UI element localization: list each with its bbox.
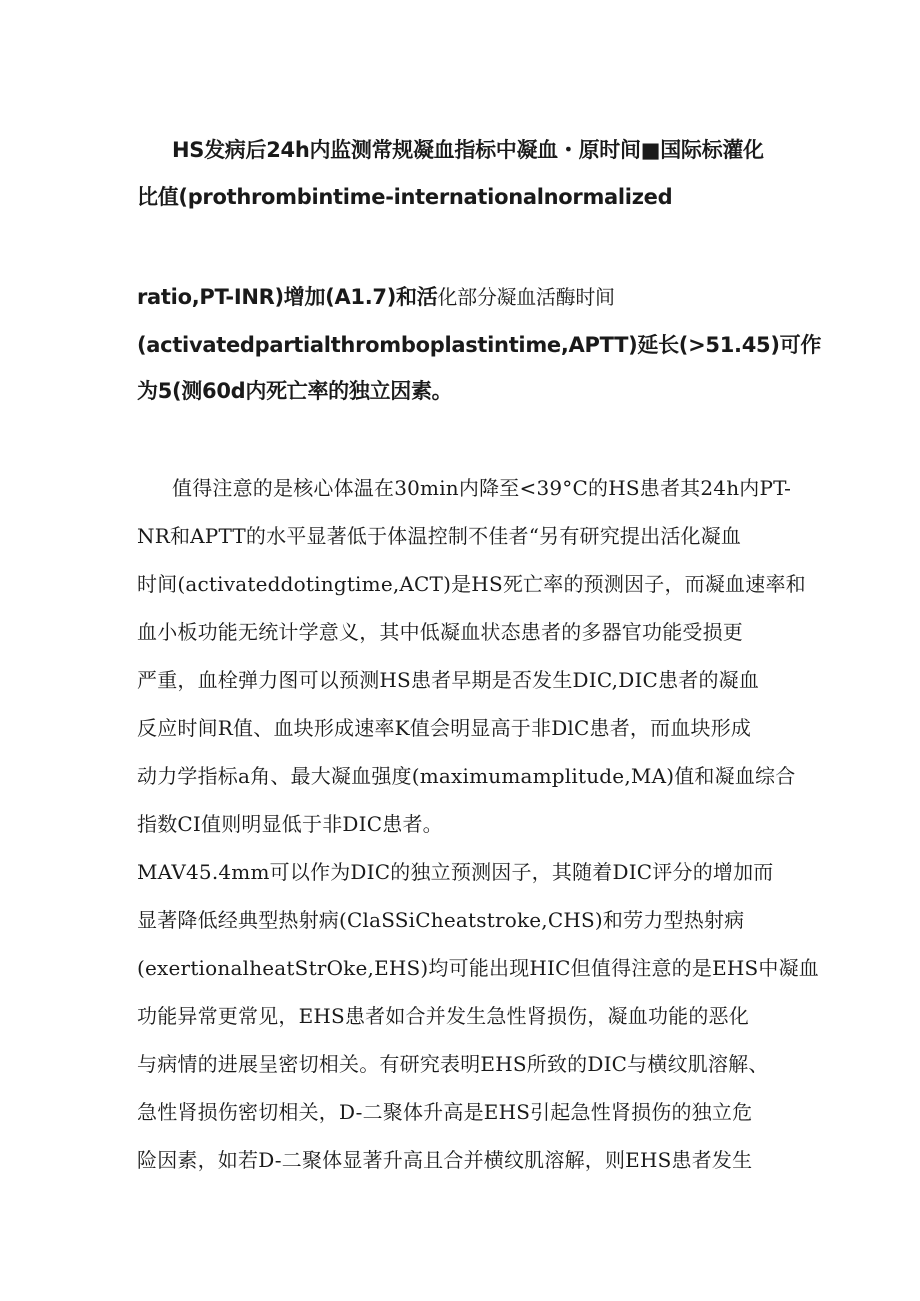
paragraph3-line2: 显著降低经典型热射病(ClaSSiCheatstroke,CHS)和劳力型热射病 bbox=[137, 908, 745, 932]
paragraph3-line4: 功能异常更常见，EHS患者如合并发生急性肾损伤，凝血功能的恶化 bbox=[137, 1004, 749, 1028]
paragraph2-line1: 值得注意的是核心体温在30min内降至<39°C的HS患者其24h内PT- bbox=[172, 476, 792, 500]
paragraph1-line1: HS发病后24h内监测常规凝血指标中凝血・原时间■国际标灌化 bbox=[172, 138, 764, 162]
paragraph3-line7: 险因素，如若D-二聚体显著升高且合并横纹肌溶解，则EHS患者发生 bbox=[137, 1148, 753, 1172]
paragraph1-line3-thin: 化部分凝血活酶时间 bbox=[437, 285, 615, 309]
paragraph2-line4: 血小板功能无统计学意义，其中低凝血状态患者的多器官功能受损更 bbox=[137, 620, 743, 644]
paragraph1-line2: 比值(prothrombintime-internationalnormalized bbox=[137, 185, 673, 209]
paragraph1-line5: 为5(测60d内死亡率的独立因素。 bbox=[137, 379, 453, 403]
paragraph3-line6: 急性肾损伤密切相关，D-二聚体升高是EHS引起急性肾损伤的独立危 bbox=[137, 1100, 753, 1124]
paragraph3-line5: 与病情的进展呈密切相关。有研究表明EHS所致的DIC与横纹肌溶解、 bbox=[137, 1052, 769, 1076]
paragraph1-line3-bold: ratio,PT-INR)增加(A1.7)和活 bbox=[137, 285, 438, 309]
paragraph2-line2: NR和APTT的水平显著低于体温控制不佳者“另有研究提出活化凝血 bbox=[137, 524, 742, 548]
paragraph2-line3: 时间(activateddotingtime,ACT)是HS死亡率的预测因子，而凝血速率和 bbox=[137, 572, 806, 596]
paragraph2-line6: 反应时间R值、血块形成速率K值会明显高于非DlC患者，而血块形成 bbox=[137, 716, 752, 740]
paragraph2-line5: 严重，血栓弹力图可以预测HS患者早期是否发生DIC,DIC患者的凝血 bbox=[137, 668, 760, 692]
paragraph1-line4: (activatedpartialthromboplastintime,APTT)延长(>51.45)可作 bbox=[137, 333, 822, 357]
paragraph1-line3 bbox=[137, 283, 615, 311]
paragraph2-line8: 指数CI值则明显低于非DIC患者。 bbox=[137, 812, 443, 836]
paragraph2-line7: 动力学指标a角、最大凝血强度(maximumamplitude,MA)值和凝血综合 bbox=[137, 764, 796, 788]
paragraph3-line1: MAV45.4mm可以作为DIC的独立预测因子，其随着DIC评分的增加而 bbox=[137, 860, 774, 884]
paragraph3-line3: (exertionalheatStrOke,EHS)均可能出现HIC但值得注意的是EHS中凝血 bbox=[137, 956, 820, 980]
